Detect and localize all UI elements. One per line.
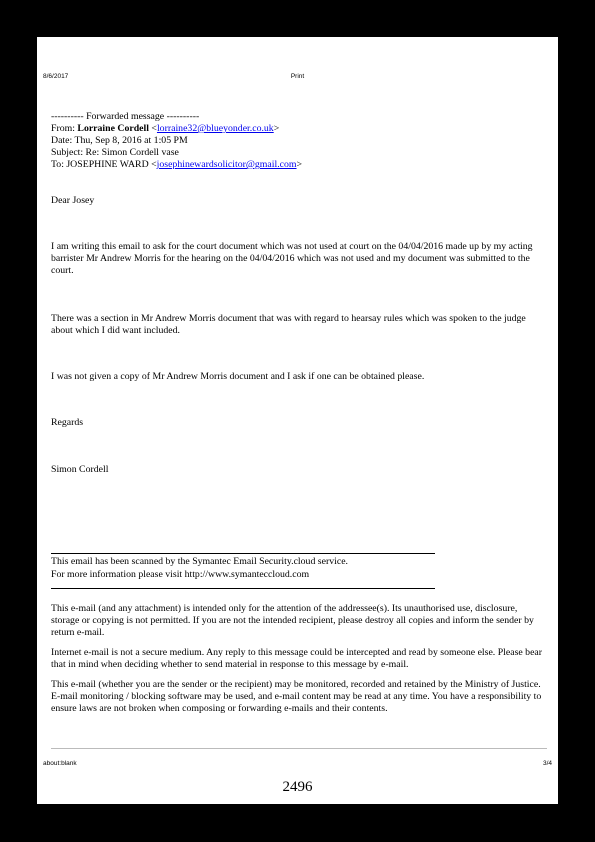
subject-line: Subject: Re: Simon Cordell vase (51, 147, 179, 158)
disclaimer-paragraph-2: Internet e-mail is not a secure medium. Any reply to this message could be intercepted and read by someone else. Please bear that in mind when deciding whether to send material in response to this message by e-mail. (51, 647, 543, 670)
from-name: Lorraine Cordell (77, 123, 149, 134)
date-line: Date: Thu, Sep 8, 2016 at 1:05 PM (51, 135, 188, 146)
body-paragraph-3: I was not given a copy of Mr Andrew Morris document and I ask if one can be obtained please. (51, 371, 425, 382)
from-line: From: Lorraine Cordell <lorraine32@blueyonder.co.uk> (51, 123, 280, 134)
email-header (51, 111, 547, 171)
signature: Simon Cordell (51, 464, 109, 475)
forward-line: ---------- Forwarded message ---------- (51, 111, 200, 122)
divider-bottom (51, 588, 435, 589)
from-email-link[interactable]: lorraine32@blueyonder.co.uk (156, 123, 274, 134)
print-date: 8/6/2017 (43, 73, 69, 80)
body-paragraph-1: I am writing this email to ask for the court document which was not used at court on the 04/04/2016 made up by my acting barrister Mr Andrew Morris for the hearing on the 04/04/2016 which was not used and my document was submitted to the court. (51, 241, 533, 276)
document-page (37, 37, 558, 804)
disclaimer-paragraph-1: This e-mail (and any attachment) is intended only for the attention of the addressee(s). Its unauthorised use, disclosure, storage or copying is not permitted. If you are not the intended recipient, please destroy all copies and inform the sender by return e-mail. (51, 603, 534, 638)
end-rule (51, 748, 547, 749)
page-stamp-number: 2496 (282, 779, 313, 795)
to-email-link[interactable]: josephinewardsolicitor@gmail.com (156, 159, 297, 170)
divider-top (51, 553, 435, 554)
print-title: Print (290, 73, 305, 80)
print-footer-url: about:blank (43, 760, 77, 767)
greeting: Dear Josey (51, 195, 95, 206)
disclaimer (51, 603, 547, 723)
closing: Regards (51, 417, 84, 428)
disclaimer-paragraph-3: This e-mail (whether you are the sender or the recipient) may be monitored, recorded and retained by the Ministry of Justice. E-mail monitoring / blocking software may be used, and e-mail content may be read at any time. You have a responsibility to ensure laws are not broken when composing or forwarding e-mails and their contents. (51, 679, 542, 714)
scan-notice-line-2: For more information please visit http://www.symanteccloud.com (51, 569, 310, 580)
body-paragraph-2: There was a section in Mr Andrew Morris document that was with regard to hearsay rules which was spoken to the judge about which I did want included. (51, 313, 526, 336)
to-line: To: JOSEPHINE WARD <josephinewardsolicitor@gmail.com> (51, 159, 303, 170)
print-footer-page: 3/4 (542, 760, 552, 767)
scan-notice-line-1: This email has been scanned by the Symantec Email Security.cloud service. (51, 556, 348, 567)
